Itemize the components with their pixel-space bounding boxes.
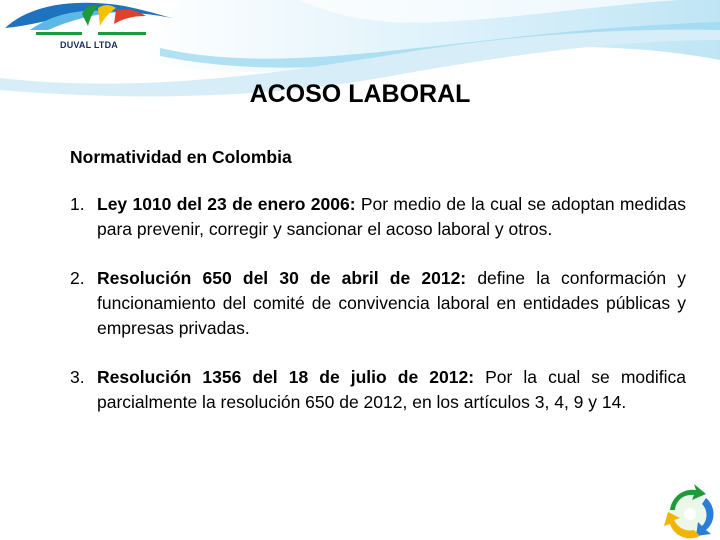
item-heading: Resolución 650 del 30 de abril de 2012: bbox=[97, 268, 467, 288]
item-heading: Ley 1010 del 23 de enero 2006: bbox=[97, 194, 356, 214]
item-text: Por la cual se modifica parcialmente la resolución 650 de 2012, en los artículos 3, 4, 9 y 14. bbox=[97, 367, 686, 412]
list-item bbox=[70, 192, 686, 242]
list-item bbox=[70, 266, 686, 341]
item-number: 3. bbox=[70, 367, 85, 387]
slide-subtitle: Normatividad en Colombia bbox=[70, 147, 292, 167]
item-text: Por medio de la cual se adoptan medidas para prevenir, corregir y sancionar el acoso laboral y otros. bbox=[97, 194, 687, 239]
duval-logo bbox=[0, 0, 180, 60]
norm-list bbox=[70, 192, 686, 415]
item-text: define la conformación y funcionamiento del comité de convivencia laboral en entidades públicas y empresas privadas. bbox=[97, 268, 686, 338]
logo-text: DUVAL LTDA bbox=[60, 40, 118, 50]
slide-title: ACOSO LABORAL bbox=[249, 80, 471, 108]
item-heading: Resolución 1356 del 18 de julio de 2012: bbox=[97, 367, 475, 387]
item-number: 1. bbox=[70, 194, 85, 214]
recycle-emblem-icon bbox=[656, 480, 720, 540]
item-number: 2. bbox=[70, 268, 85, 288]
list-item bbox=[70, 365, 686, 415]
slide-content bbox=[70, 145, 686, 439]
